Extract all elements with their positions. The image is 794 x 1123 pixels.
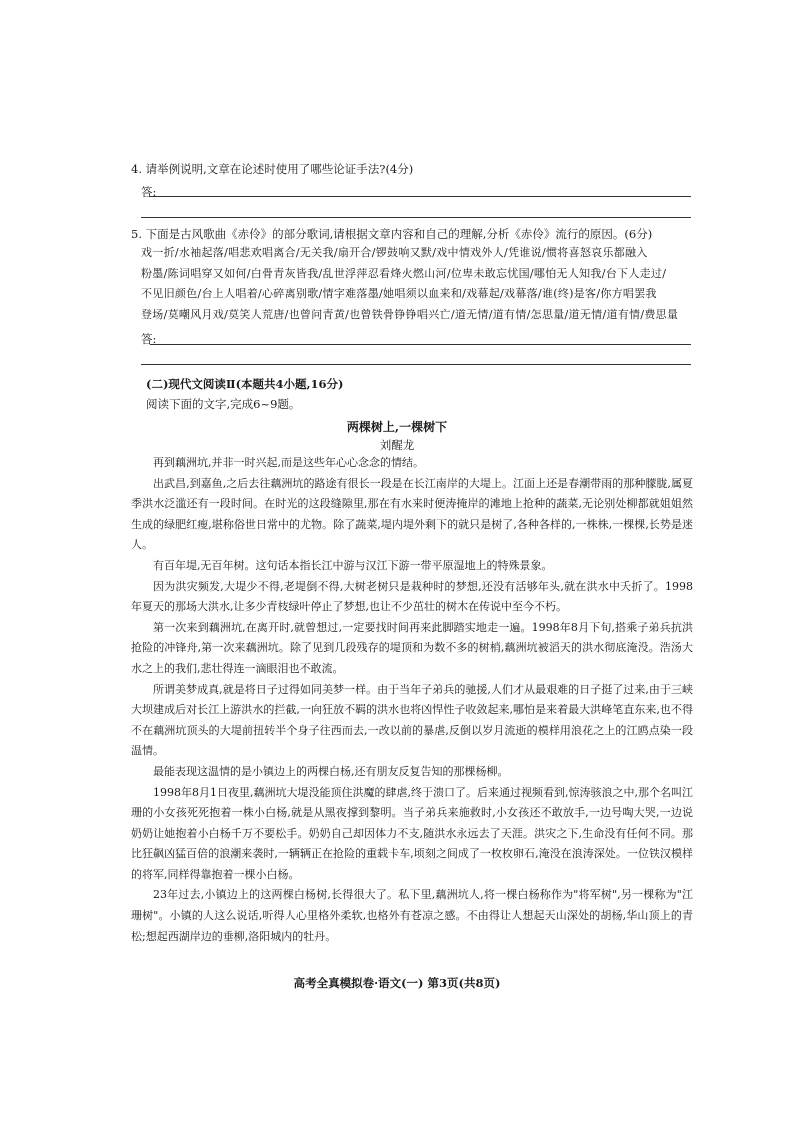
- page-footer: 高考全真模拟卷·语文(一) 第3页(共8页): [293, 976, 501, 990]
- answer-line[interactable]: [150, 344, 691, 345]
- answer-line[interactable]: [141, 364, 691, 365]
- lyrics-line: 不见旧颜色/台上人唱着/心碎离别歌/情字难落墨/她唱须以血来和/戏幕起/戏幕落/谁(终)是客/你方唱罢我: [141, 287, 657, 300]
- lyrics-line: 登场/莫嘲风月戏/莫笑人荒唐/也曾问青黄/也曾铁骨铮铮唱兴亡/道无情/道有情/怎思量/道无情/道有情/费思量: [141, 307, 679, 321]
- lyrics-line: 戏一折/水袖起落/唱悲欢唱离合/无关我/扇开合/锣鼓响又默/戏中情戏外人/凭谁说/惯将喜怒哀乐都融入: [141, 246, 648, 259]
- article-body: [131, 453, 693, 947]
- article-paragraph: 有百年堤,无百年树。这句话本指长江中游与汉江下游一带平原湿地上的特殊景象。: [153, 558, 553, 572]
- answer-label-4: 答:: [141, 185, 157, 199]
- article-paragraph: 1998年8月1日夜里,藕洲坑大堤没能顶住洪魔的肆虐,终于溃口了。后来通过视频看到,惊涛骇浪之中,那个名叫江珊的小女孩死死抱着一株小白杨,就是从黑夜撑到黎明。当子弟兵来施救时,小女孩还不敢放手,一边号啕大哭,一边说奶奶让她抱着小白杨千万不要松手。奶奶自己却因体力不支,随洪水永远去了天涯。洪灾之下,生命没有任何不同。那比狂飙凶猛百倍的浪潮来袭时,一辆辆正在抢险的重载卡车,顷刻之间成了一枚枚卵石,淹没在浪涛深处。一位铁汉模样的将军,同样得靠抱着一棵小白杨。: [131, 785, 693, 881]
- article-paragraph: 所谓美梦成真,就是将日子过得如同美梦一样。由于当年子弟兵的驰援,人们才从最艰难的日子挺了过来,由于三峡大坝建成后对长江上游洪水的拦截,一向狂放不羁的洪水也将凶悍性子收敛起来,哪怕是来着最大洪峰笔直东来,也不得不在藕洲坑顶头的大堤前扭转半个身子往西而去,一改以前的暴虐,反倒以岁月流逝的模样用浪花之上的江鸥点染一段温情。: [131, 682, 693, 758]
- question-5: 5. 下面是古风歌曲《赤伶》的部分歌词,请根据文章内容和自己的理解,分析《赤伶》流行的原因。(6分): [131, 227, 653, 241]
- article-paragraph: 第一次来到藕洲坑,在离开时,就曾想过,一定要找时间再来此脚踏实地走一遍。1998年8月下旬,搭乘子弟兵抗洪抢险的冲锋舟,第一次来藕洲坑。除了见到几段残存的堤顶和为数不多的树梢,藕洲坑被滔天的洪水彻底淹没。浩汤大水之上的我们,悲壮得连一滴眼泪也不敢流。: [131, 620, 693, 675]
- answer-label-5: 答:: [141, 332, 157, 346]
- question-4: 4. 请举例说明,文章在论述时使用了哪些论证手法?(4分): [131, 162, 414, 176]
- section-title: (二)现代文阅读Ⅱ(本题共4小题,16分): [146, 377, 344, 391]
- article-paragraph: 再到藕洲坑,并非一时兴起,而是这些年心心念念的情结。: [153, 456, 424, 469]
- article-paragraph: 23年过去,小镇边上的这两棵白杨树,长得很大了。私下里,藕洲坑人,将一棵白杨称作为"将军树",另一棵称为"江珊树"。小镇的人这么说话,听得人心里格外柔软,也格外有苍凉之感。不由得让人想起天山深处的胡杨,华山顶上的青松;想起西湖岸边的垂柳,洛阳城内的牡丹。: [131, 888, 693, 943]
- answer-line[interactable]: [141, 217, 691, 218]
- lyrics-block: [141, 243, 697, 325]
- article-title: 两棵树上,一棵树下: [346, 420, 448, 434]
- section-instruction: 阅读下面的文字,完成6~9题。: [146, 397, 301, 411]
- lyrics-line: 粉墨/陈词唱穿又如何/白骨青灰皆我/乱世浮萍忍看烽火燃山河/位卑未敢忘忧国/哪怕无人知我/台下人走过/: [141, 266, 667, 280]
- answer-line[interactable]: [150, 196, 691, 197]
- article-author: 刘醒龙: [379, 438, 415, 452]
- article-paragraph: 最能表现这温情的是小镇边上的两棵白杨,还有朋友反复告知的那棵杨柳。: [153, 764, 509, 778]
- article-paragraph: 因为洪灾频发,大堤少不得,老堤倒不得,大树老树只是栽种时的梦想,还没有活够年头,就在洪水中夭折了。1998年夏天的那场大洪水,让多少青枝绿叶停止了梦想,也让不少茁壮的树木在传说中至今不朽。: [131, 579, 693, 614]
- article-paragraph: 出武昌,到嘉鱼,之后去往藕洲坑的路途有很长一段是在长江南岸的大堤上。江面上还是春潮带雨的那种朦胧,属夏季洪水泛滥还有一段时间。在时光的这段缝隙里,那在有水来时便涛掩岸的滩地上抢种的蔬菜,无论别处柳都就姐姐然生成的绿肥红瘦,堪称俗世日常中的尤物。除了蔬菜,堤内堤外剩下的就只是树了,各种各样的,一株株,一棵棵,长势是迷人。: [131, 476, 693, 552]
